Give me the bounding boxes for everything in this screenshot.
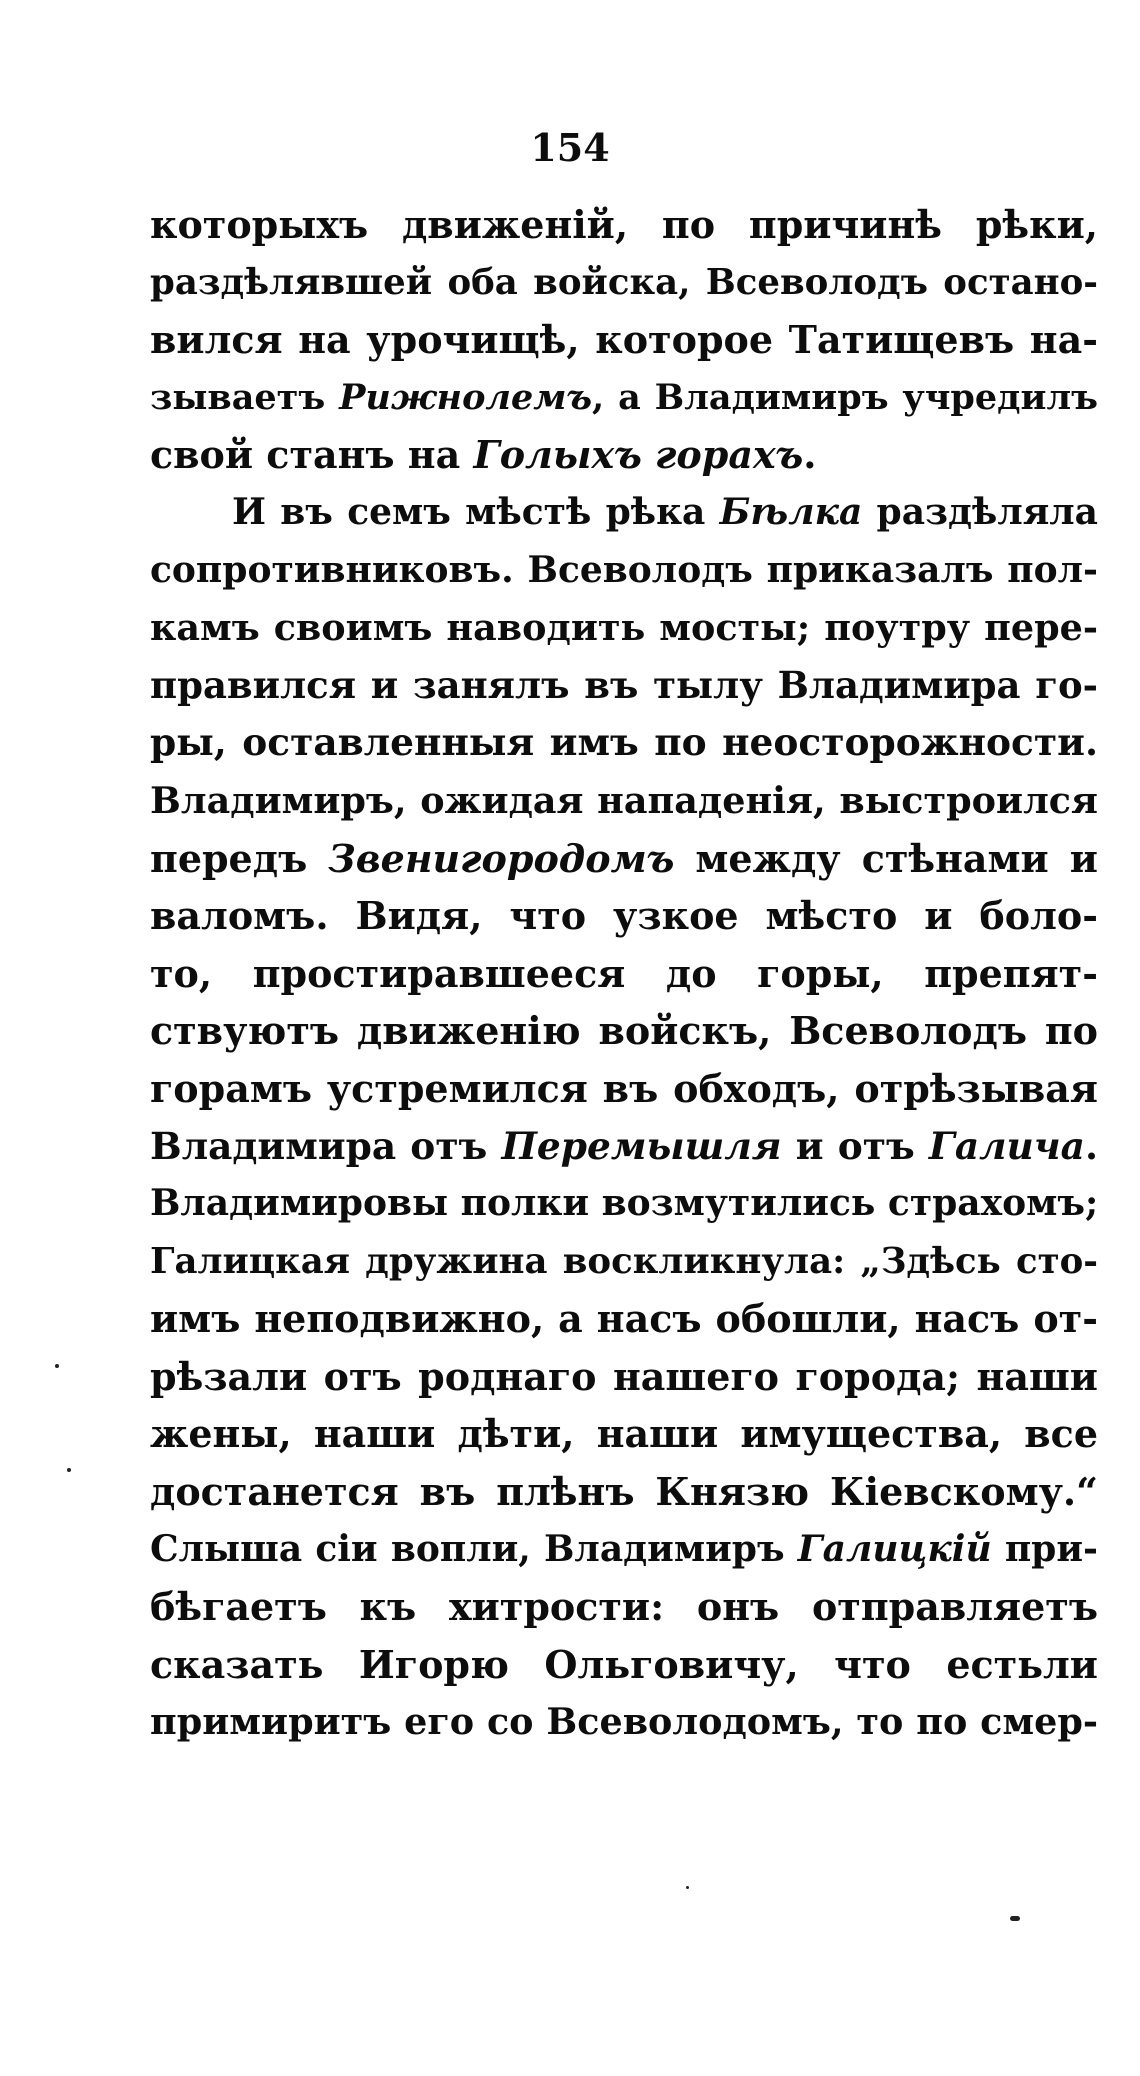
- italic-name: Звенигородомъ: [328, 835, 675, 881]
- italic-name: Бѣлка: [719, 490, 863, 533]
- text-line: рѣзали отъ роднаго нашего города; наши: [150, 1353, 1098, 1399]
- text-line: правился и занялъ въ тылу Владимира го-: [150, 662, 1098, 707]
- italic-name: Галича: [928, 1123, 1085, 1168]
- text-line: ствуютъ движенію войскъ, Всеволодъ по: [150, 1008, 1098, 1054]
- italic-name: Галицкій: [797, 1527, 992, 1570]
- text-line: сказать Игорю Ольговичу, что естьли: [150, 1641, 1098, 1687]
- text-line: передъ Звенигородомъ между стѣнами и: [150, 835, 1098, 881]
- text-line: раздѣлявшей оба войска, Всеволодъ остано-: [150, 261, 1098, 303]
- text-line: примиритъ его со Всеволодомъ, то по смер-: [150, 1700, 1098, 1744]
- text-line: Слыша сіи вопли, Владимиръ Галицкій при-: [150, 1527, 1098, 1570]
- italic-name: Голыхъ горахъ: [473, 432, 804, 478]
- text-line: свой станъ на Голыхъ горахъ.: [150, 432, 817, 478]
- text-line: бѣгаетъ къ хитрости: онъ отправляетъ: [150, 1584, 1098, 1630]
- text-line: валомъ. Видя, что узкое мѣсто и боло-: [150, 893, 1098, 939]
- text-line: зываетъ Рижнолемъ, а Владимиръ учредилъ: [150, 376, 1098, 418]
- italic-name: Перемышля: [501, 1123, 782, 1168]
- text-line: достанется въ плѣнъ Князю Кіевскому.“: [150, 1469, 1098, 1515]
- text-line: сопротивниковъ. Всеволодъ приказалъ пол-: [150, 548, 1098, 591]
- text-line: Владимира отъ Перемышля и отъ Галича.: [150, 1123, 1098, 1168]
- scan-speck: [67, 1468, 71, 1472]
- text-line: И въ семъ мѣстѣ рѣка Бѣлка раздѣляла: [232, 490, 1099, 533]
- italic-name: Рижнолемъ: [339, 376, 593, 418]
- text-line: имъ неподвижно, а насъ обошли, насъ от-: [150, 1296, 1098, 1342]
- scan-speck: [55, 1364, 59, 1368]
- scan-speck: [686, 1886, 689, 1889]
- scan-speck: [1010, 1916, 1020, 1921]
- text-line: ры, оставленныя имъ по неосторожности.: [150, 720, 1098, 765]
- text-line: вился на урочищѣ, которое Татищевъ на-: [150, 317, 1098, 363]
- text-line: жены, наши дѣти, наши имущества, все: [150, 1411, 1098, 1457]
- text-line: то, простиравшееся до горы, препят-: [150, 950, 1098, 996]
- text-line: камъ своимъ наводить мосты; поутру пере-: [150, 606, 1098, 650]
- text-line: Владимиръ, ожидая нападенія, выстроился: [150, 778, 1098, 822]
- text-line: Владимировы полки возмутились страхомъ;: [150, 1182, 1099, 1225]
- text-line: Галицкая дружина воскликнула: „Здѣсь сто-: [150, 1240, 1098, 1282]
- body-text: [150, 196, 1098, 1751]
- text-line: которыхъ движеній, по причинѣ рѣки,: [150, 202, 1098, 247]
- page-number: 154: [530, 125, 610, 170]
- text-line: горамъ устремился въ обходъ, отрѣзывая: [150, 1065, 1098, 1111]
